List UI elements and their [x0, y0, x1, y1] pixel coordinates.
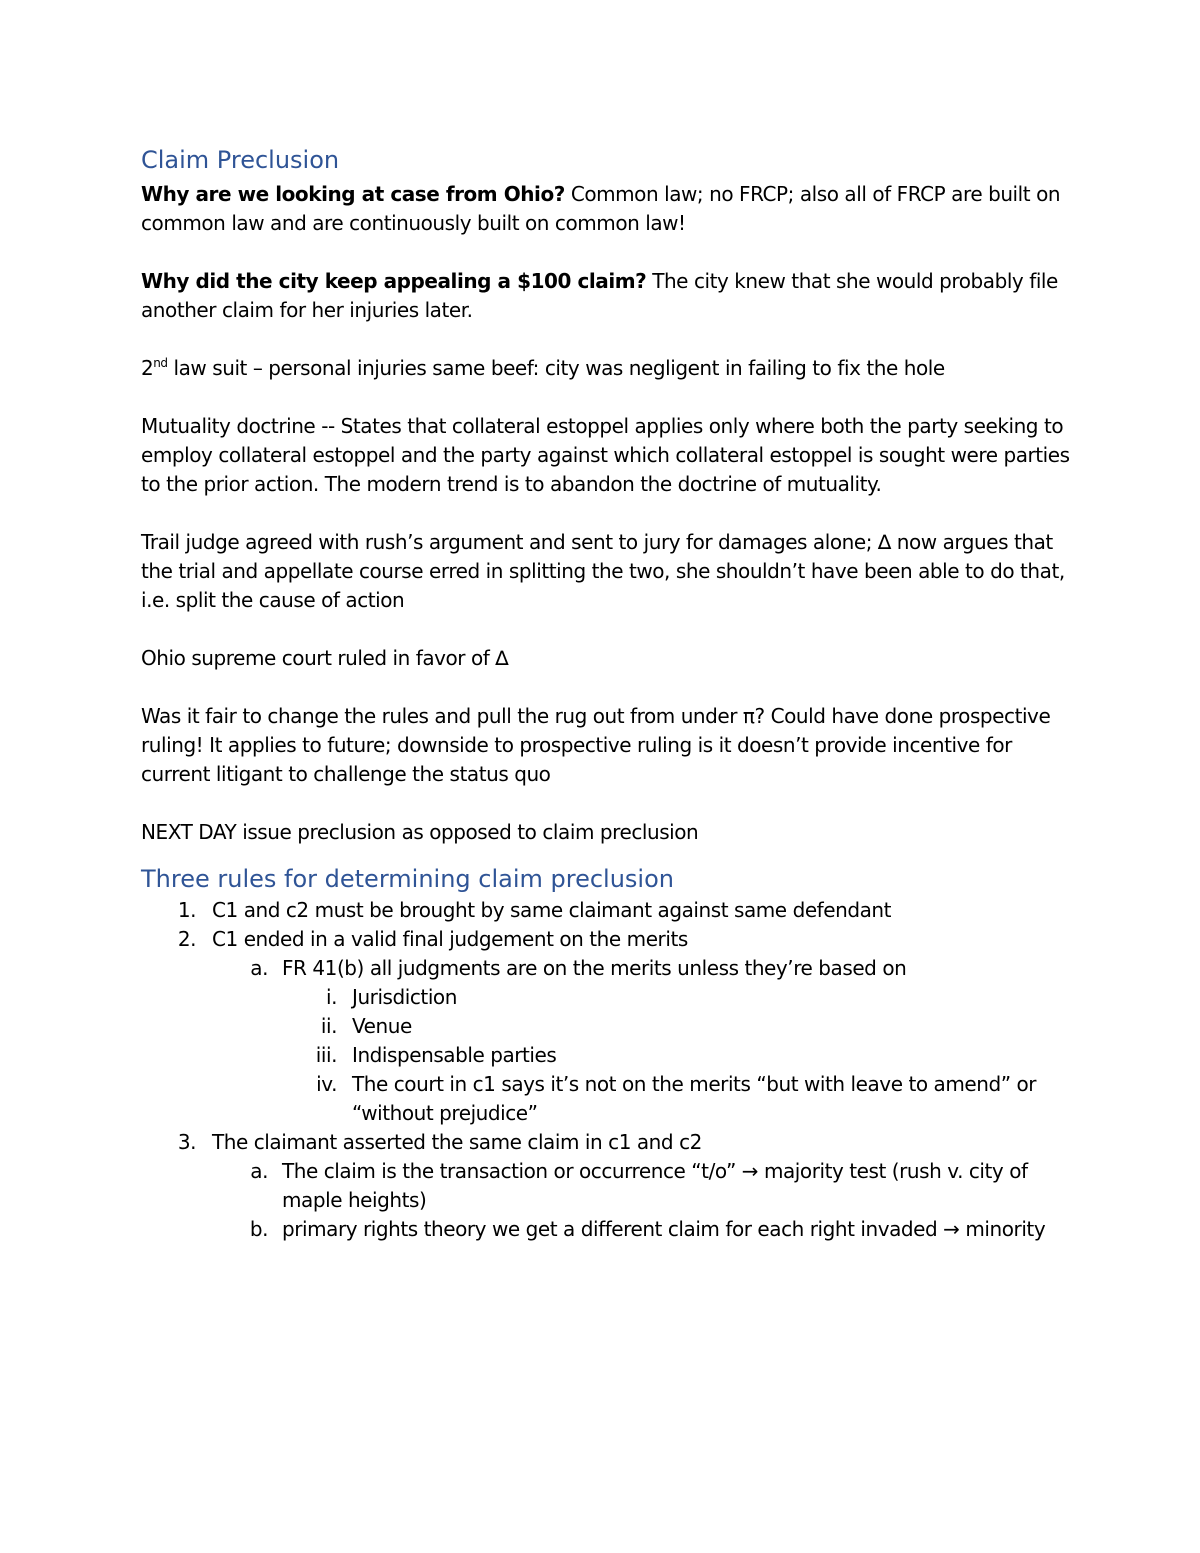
list-marker: a.	[250, 956, 268, 980]
paragraph-ohio-supreme-court: Ohio supreme court ruled in favor of ∆	[141, 646, 509, 670]
spacer	[141, 499, 1071, 528]
list-item-text: The claimant asserted the same claim in c1 and c2	[212, 1130, 702, 1154]
document-page	[141, 140, 1071, 1244]
question-ohio: Why are we looking at case from Ohio?	[141, 182, 565, 206]
list-marker: iii.	[315, 1043, 337, 1067]
list-item	[141, 1012, 1071, 1041]
paragraph-trial-judge: Trail judge agreed with rush’s argument and sent to jury for damages alone; ∆ now argues that the trial and appellate course erred in splitting the two, she shouldn’t have been able to do that, i.e. split the cause of action	[141, 530, 1065, 612]
question-city-appeal: Why did the city keep appealing a $100 claim?	[141, 269, 647, 293]
rules-list	[141, 896, 1071, 1244]
list-marker: ii.	[320, 1014, 337, 1038]
paragraph-city-appeal	[141, 267, 1071, 325]
paragraph-ohio-case	[141, 180, 1071, 238]
list-item-text: Indispensable parties	[352, 1043, 557, 1067]
list-item-text: Venue	[352, 1014, 412, 1038]
list-item-text: The court in c1 says it’s not on the merits “but with leave to amend” or “without prejudice”	[352, 1072, 1037, 1125]
list-item-text: Jurisdiction	[352, 985, 457, 1009]
list-item	[141, 925, 1071, 954]
list-marker: 1.	[177, 898, 196, 922]
paragraph-mutuality-doctrine: Mutuality doctrine -- States that collateral estoppel applies only where both the party seeking to employ collateral estoppel and the party against which collateral estoppel is sought were parties to the prior action. The modern trend is to abandon the doctrine of mutuality.	[141, 414, 1070, 496]
list-item-text: C1 and c2 must be brought by same claimant against same defendant	[212, 898, 892, 922]
answer-ohio: Common law; no FRCP; also all of FRCP are built on common law and are continuously built on common law!	[141, 182, 1061, 235]
list-item-text: primary rights theory we get a different claim for each right invaded → minority	[282, 1217, 1046, 1241]
spacer	[141, 673, 1071, 702]
paragraph-next-day: NEXT DAY issue preclusion as opposed to claim preclusion	[141, 820, 699, 844]
list-item	[141, 1041, 1071, 1070]
list-item	[141, 983, 1071, 1012]
ordinal-suffix: nd	[153, 356, 168, 370]
ordinal-number: 2	[141, 356, 154, 380]
answer-city-appeal: The city knew that she would probably file another claim for her injuries later.	[141, 269, 1058, 322]
second-lawsuit-text: law suit – personal injuries same beef: city was negligent in failing to fix the hole	[167, 356, 945, 380]
spacer	[141, 789, 1071, 818]
list-marker: a.	[250, 1159, 268, 1183]
list-marker: i.	[325, 985, 337, 1009]
heading-three-rules: Three rules for determining claim preclusion	[141, 865, 674, 893]
list-marker: 2.	[177, 927, 196, 951]
list-item	[141, 1215, 1071, 1244]
list-item	[141, 954, 1071, 983]
list-marker: iv.	[316, 1072, 337, 1096]
paragraph-second-lawsuit	[141, 354, 1071, 383]
list-marker: b.	[249, 1217, 268, 1241]
spacer	[141, 615, 1071, 644]
paragraph-fairness: Was it fair to change the rules and pull the rug out from under π? Could have done prospective ruling! It applies to future; downside to prospective ruling is it doesn’t provide incentive for current litigant to challenge the status quo	[141, 704, 1051, 786]
list-item-text: The claim is the transaction or occurrence “t/o” → majority test (rush v. city of maple heights)	[282, 1159, 1028, 1212]
list-item-text: FR 41(b) all judgments are on the merits unless they’re based on	[282, 956, 907, 980]
spacer	[141, 238, 1071, 267]
list-item	[141, 1128, 1071, 1157]
spacer	[141, 383, 1071, 412]
list-item	[141, 1157, 1071, 1215]
spacer	[141, 325, 1071, 354]
list-item-text: C1 ended in a valid final judgement on the merits	[212, 927, 688, 951]
list-item	[141, 896, 1071, 925]
heading-claim-preclusion: Claim Preclusion	[141, 146, 340, 174]
list-item	[141, 1070, 1071, 1128]
list-marker: 3.	[177, 1130, 196, 1154]
